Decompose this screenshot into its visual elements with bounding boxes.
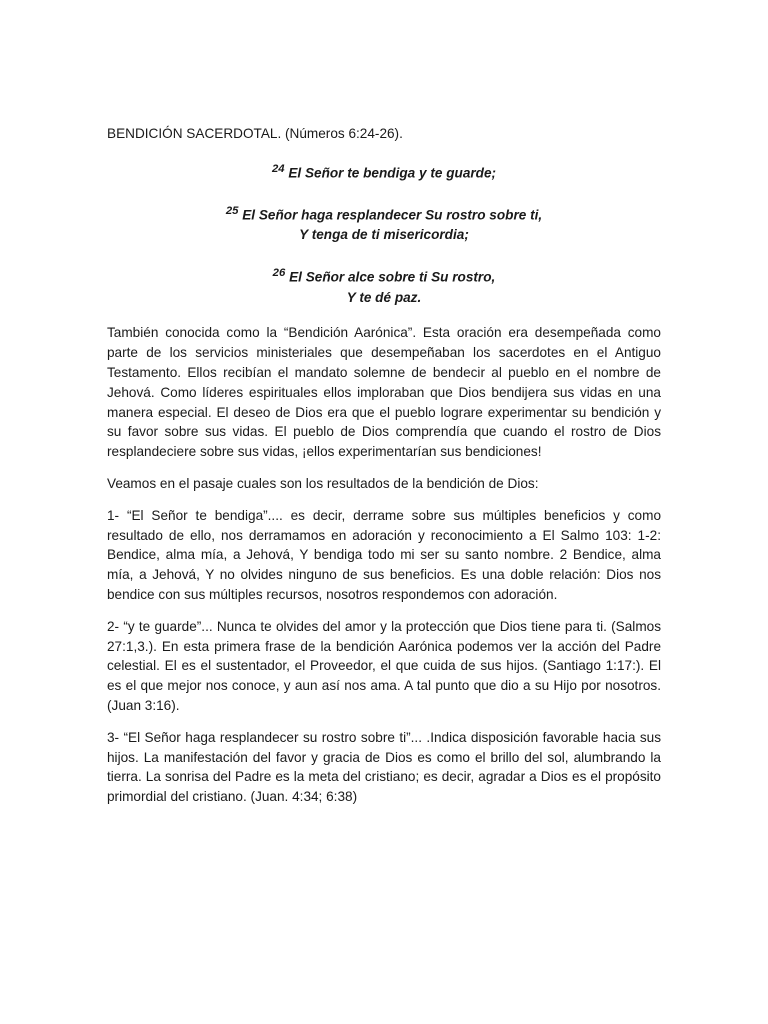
paragraph-point-3: 3- “El Señor haga resplandecer su rostro sobre ti”... .Indica disposición favorable hacia sus hijos. La manifestación del favor y gracia de Dios es como el brillo del sol, alumbrando la tierra. La sonrisa del Padre es la meta del cristiano; es decir, agradar a Dios es el propósito primordial del cristiano. (Juan. 4:34; 6:38) [107, 729, 661, 805]
lord-smallcaps: Señor [304, 165, 344, 181]
paragraph-lead: Veamos en el pasaje cuales son los resultados de la bendición de Dios: [107, 475, 539, 491]
paragraph-point-2: 2- “y te guarde”... Nunca te olvides del amor y la protección que Dios tiene para ti. (Salmos 27:1,3.). En esta primera frase de la bendición Aarónica podemos ver la acción del Padre celestial. El es el sustentador, el Proveedor, el que cuida de sus hijos. (Santiago 1:17:). El es el que mejor nos conoce, y aun así nos ama. A tal punto que dio a su Hijo por nosotros. (Juan 3:16). [107, 618, 661, 713]
verse-line-2: Y tenga de ti misericordia; [299, 227, 469, 243]
verse-26: $^{26}$ El Señor alce sobre ti Su rostro, Y te dé paz. [107, 264, 661, 307]
verse-number: 24 [271, 162, 285, 175]
verse-number: 26 [272, 267, 286, 280]
document-body [107, 124, 661, 819]
verse-24: $^{24}$ El Señor te bendiga y te guarde; [271, 162, 497, 181]
document-heading: BENDICIÓN SACERDOTAL. (Números 6:24-26). [107, 126, 403, 141]
lord-smallcaps: Señor [258, 207, 298, 223]
verse-line-2: Y te dé paz. [346, 289, 422, 305]
verse-25: $^{25}$ El Señor haga resplandecer Su rostro sobre ti, Y tenga de ti misericordia; [107, 202, 661, 245]
paragraph-intro: También conocida como la “Bendición Aarónica”. Esta oración era desempeñada como parte de los servicios ministeriales que desempeñaban los sacerdotes en el Antiguo Testamento. Ellos recibían el mandato solemne de bendecir al pueblo en el nombre de Jehová. Como líderes espirituales ellos imploraban que Dios bendijera sus vidas en una manera especial. El deseo de Dios era que el pueblo lograre experimentar su bendición y su favor sobre sus vidas. El pueblo de Dios comprendía que cuando el rostro de Dios resplandeciere sobre sus vidas, ¡ellos experimentarían sus bendiciones! [107, 325, 661, 460]
lord-smallcaps: Señor [305, 269, 345, 285]
verse-number: 25 [225, 205, 239, 218]
paragraph-point-1: 1- “El Señor te bendiga”.... es decir, derrame sobre sus múltiples beneficios y como resultado de ello, nos derramamos en adoración y reconocimiento a El Salmo 103: 1-2: Bendice, alma mía, a Jehová, Y bendiga todo mi ser su santo nombre. 2 Bendice, alma mía, a Jehová, Y no olvides ninguno de sus beneficios. Es una doble relación: Dios nos bendice con sus múltiples recursos, nosotros respondemos con adoración. [107, 507, 661, 602]
